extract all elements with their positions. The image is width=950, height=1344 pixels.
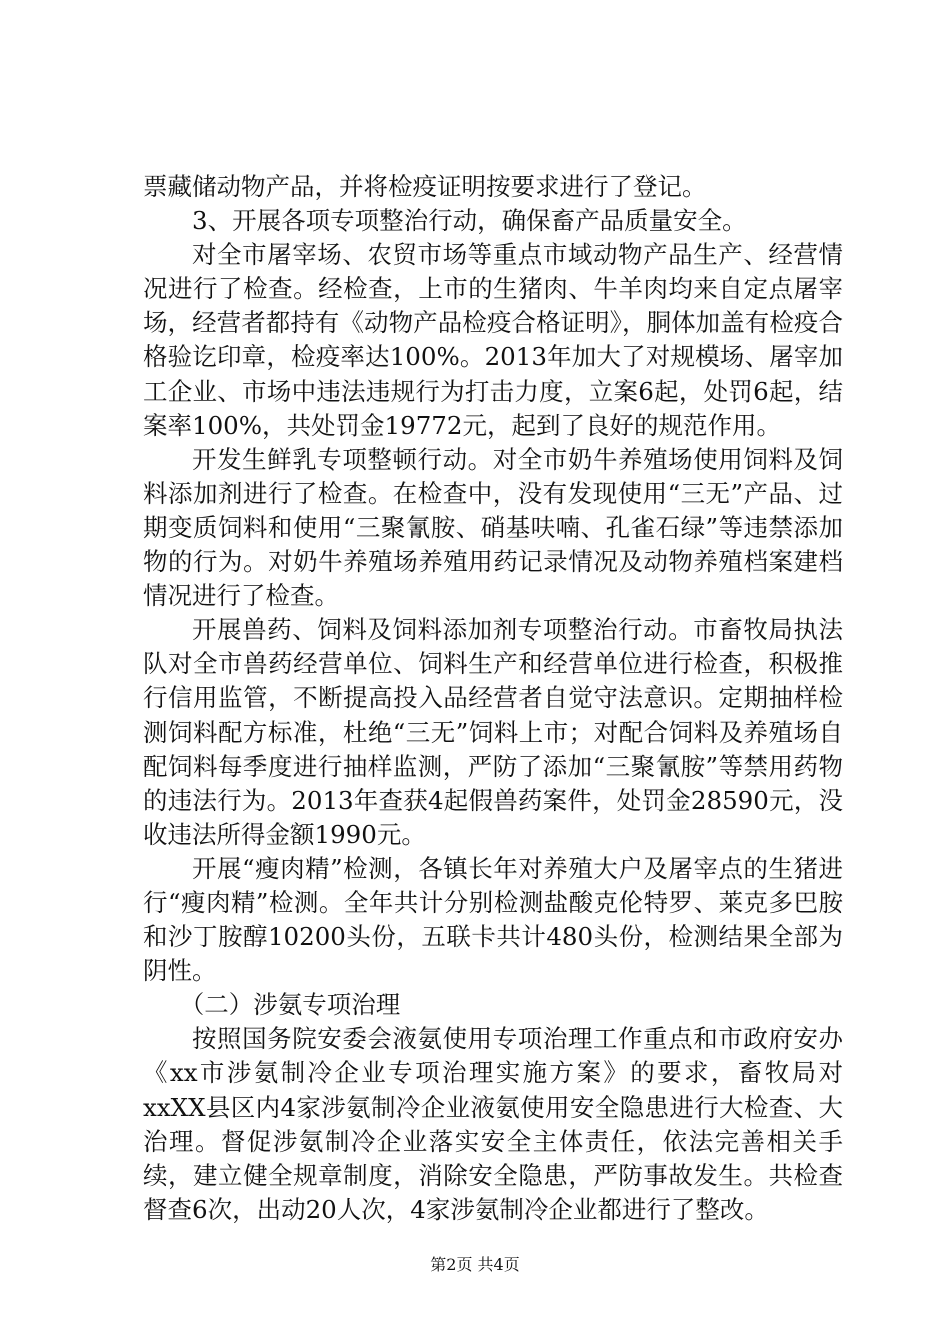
page-number-footer: 第2页 共4页 (430, 1255, 520, 1274)
section-heading-ammonia: （二）涉氨专项治理 (179, 990, 401, 1020)
paragraph-continuation: 票藏储动物产品，并将检疫证明按要求进行了登记。 (143, 172, 707, 201)
paragraph-raw-milk: 开发生鲜乳专项整顿行动。对全市奶牛养殖场使用饲料及饲料添加剂进行了检查。在检查中，没有发现使用“三无”产品、过期变质饲料和使用“三聚氰胺、硝基呋喃、孔雀石绿”等违禁添加物的行为。对奶牛养殖场养殖用药记录情况及动物养殖档案建档情况进行了检查。 (143, 444, 843, 611)
section-heading-3: 3、开展各项专项整治行动，确保畜产品质量安全。 (192, 206, 747, 236)
paragraph-slaughter-inspection: 对全市屠宰场、农贸市场等重点市域动物产品生产、经营情况进行了检查。经检查，上市的生猪肉、牛羊肉均来自定点屠宰场，经营者都持有《动物产品检疫合格证明》，胴体加盖有检疫合格验讫印章，检疫率达100%。2013年加大了对规模场、屠宰加工企业、市场中违法违规行为打击力度，立案6起，处罚6起，结案率100%，共处罚金19772元，起到了良好的规范作用。 (143, 240, 843, 440)
paragraph-clenbuterol-testing: 开展“瘦肉精”检测，各镇长年对养殖大户及屠宰点的生猪进行“瘦肉精”检测。全年共计分别检测盐酸克伦特罗、莱克多巴胺和沙丁胺醇10200头份，五联卡共计480头份，检测结果全部为阴性。 (143, 853, 843, 986)
paragraph-ammonia-governance: 按照国务院安委会液氨使用专项治理工作重点和市政府安办《xx市涉氨制冷企业专项治理实施方案》的要求，畜牧局对xxXX县区内4家涉氨制冷企业液氨使用安全隐患进行大检查、大治理。督促涉氨制冷企业落实安全主体责任，依法完善相关手续，建立健全规章制度，消除安全隐患，严防事故发生。共检查督查6次，出动20人次，4家涉氨制冷企业都进行了整改。 (143, 1024, 843, 1224)
document-body (143, 170, 843, 1227)
paragraph-veterinary-drugs: 开展兽药、饲料及饲料添加剂专项整治行动。市畜牧局执法队对全市兽药经营单位、饲料生产和经营单位进行检查，积极推行信用监管，不断提高投入品经营者自觉守法意识。定期抽样检测饲料配方标准，杜绝“三无”饲料上市；对配合饲料及养殖场自配饲料每季度进行抽样监测，严防了添加“三聚氰胺”等禁用药物的违法行为。2013年查获4起假兽药案件，处罚金28590元，没收违法所得金额1990元。 (143, 615, 843, 849)
